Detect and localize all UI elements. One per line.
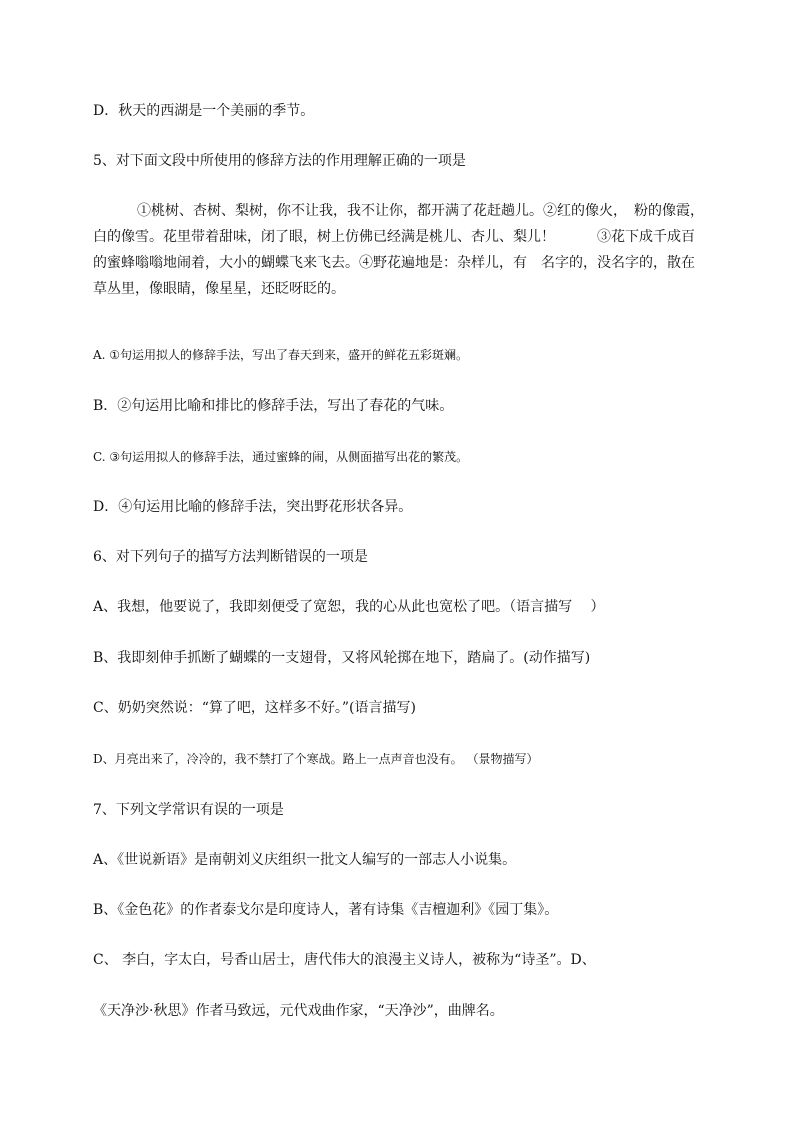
option-b-q6: B、我即刻伸手抓断了蝴蝶的一支翅骨，又将风轮掷在地下，踏扁了。(动作描写)	[93, 650, 591, 666]
option-d-q6: D、月亮出来了，冷冷的，我不禁打了个寒战。路上一点声音也没有。 （景物描写）	[93, 752, 539, 766]
passage-line-3: 的蜜蜂嗡嗡地闹着，大小的蝴蝶飞来飞去。④野花遍地是：杂样儿，有 名字的，没名字的，散在	[93, 255, 695, 271]
option-c-q7: C、 李白，字太白，号香山居士，唐代伟大的浪漫主义诗人，被称为“诗圣”。D、	[93, 952, 596, 968]
question-7: 7、下列文学常识有误的一项是	[93, 802, 284, 818]
option-a-q5: A. ①句运用拟人的修辞手法，写出了春天到来，盛开的鲜花五彩斑斓。	[93, 348, 469, 362]
question-5: 5、对下面文段中所使用的修辞方法的作用理解正确的一项是	[93, 153, 466, 169]
passage-line-2: 白的像雪。花里带着甜味，闭了眼，树上仿佛已经满是桃儿、杏儿、梨儿！ ③花下成千成百	[93, 229, 695, 245]
option-d-q4: D．秋天的西湖是一个美丽的季节。	[93, 103, 315, 119]
option-a-q7: A、《世说新语》是南朝刘义庆组织一批文人编写的一部志人小说集。	[93, 852, 517, 868]
option-d-q7: 《天净沙·秋思》作者马致远，元代戏曲作家，“天净沙”，曲牌名。	[93, 1003, 504, 1019]
question-6: 6、对下列句子的描写方法判断错误的一项是	[93, 549, 368, 565]
option-c-q5: C. ③句运用拟人的修辞手法，通过蜜蜂的闹，从侧面描写出花的繁茂。	[93, 450, 469, 464]
passage-line-4: 草丛里，像眼睛，像星星，还眨呀眨的。	[93, 281, 345, 297]
passage-line-1: ①桃树、杏树、梨树，你不让我，我不让你，都开满了花赶趟儿。②红的像火， 粉的像霞，	[137, 203, 704, 219]
option-c-q6: C、奶奶突然说：“算了吧，这样多不好。”(语言描写)	[93, 700, 416, 716]
option-d-q5: D．④句运用比喻的修辞手法，突出野花形状各异。	[93, 499, 413, 515]
passage-q5	[93, 198, 704, 302]
option-a-q6: A、我想，他要说了，我即刻便受了宽恕，我的心从此也宽松了吧。（语言描写 ）	[93, 599, 605, 615]
option-b-q7: B、《金色花》的作者泰戈尔是印度诗人，著有诗集《吉檀迦利》《园丁集》。	[93, 902, 559, 918]
option-b-q5: B．②句运用比喻和排比的修辞手法，写出了春花的气味。	[93, 398, 454, 414]
